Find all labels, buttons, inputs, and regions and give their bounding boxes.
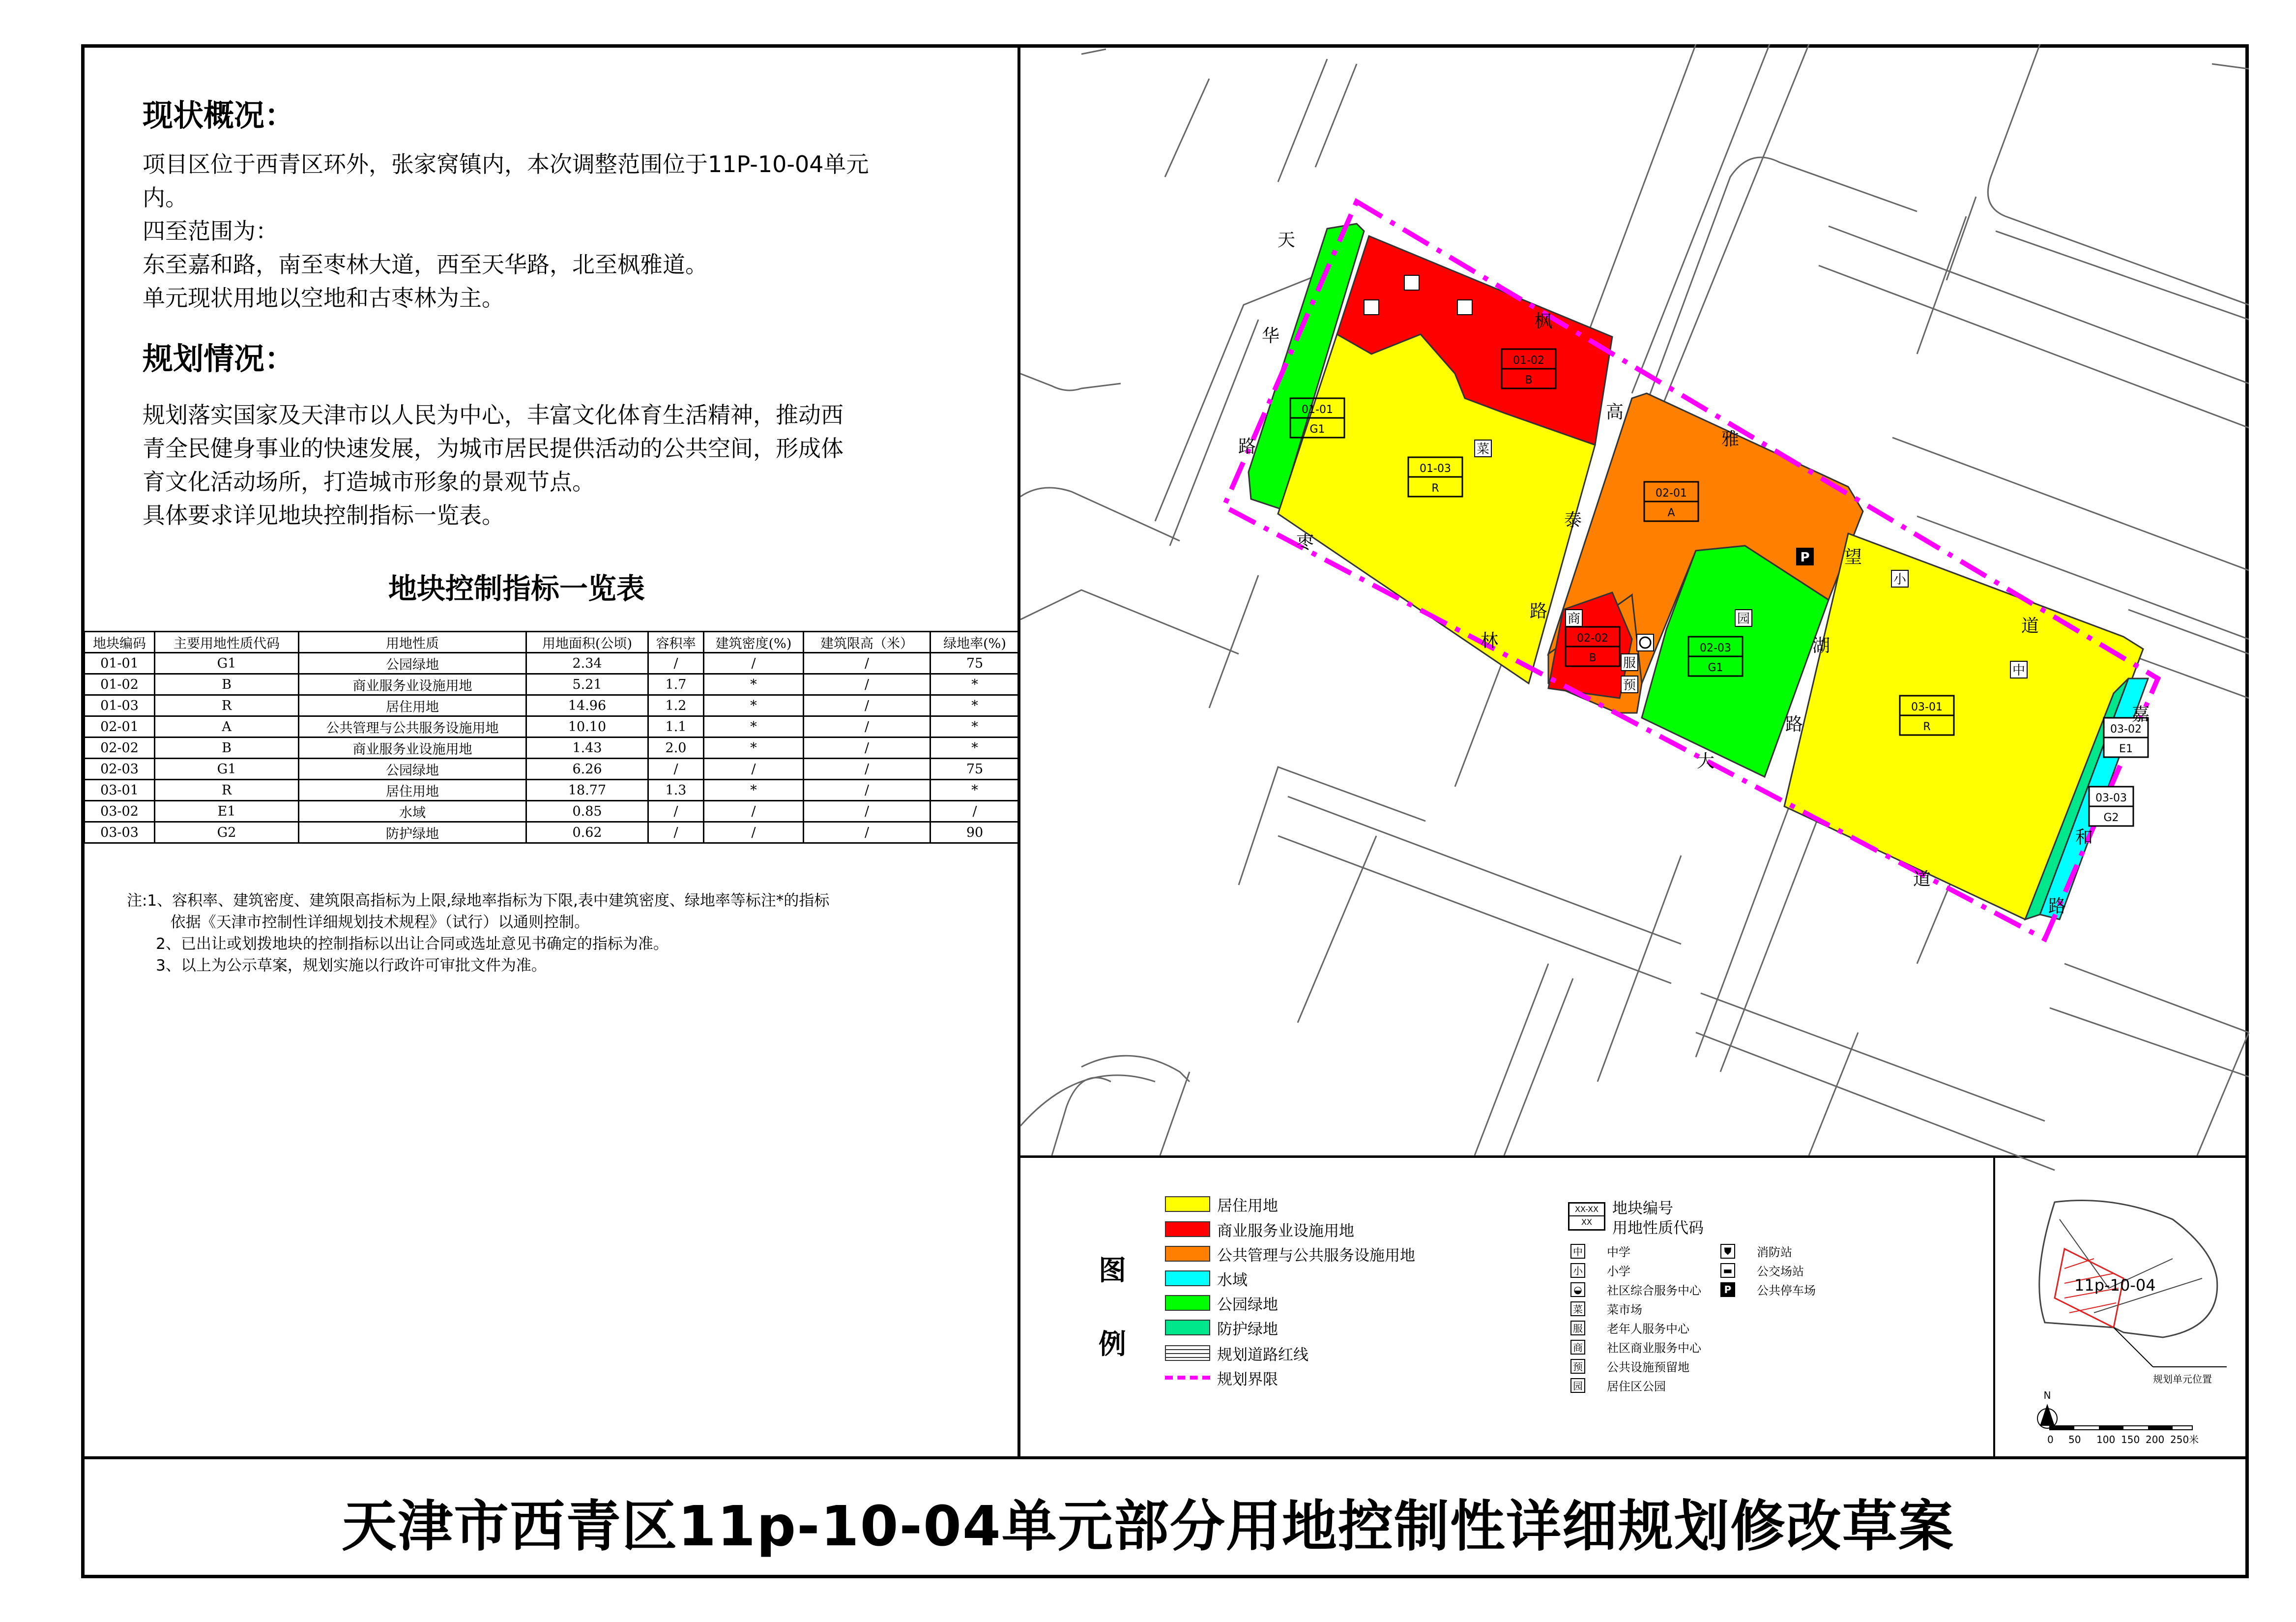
table-cell: / (804, 780, 930, 801)
table-cell: 18.77 (526, 780, 648, 801)
table-cell: 90 (930, 822, 1019, 843)
table-cell: / (804, 737, 930, 759)
elderly-glyph: 服 (1623, 656, 1636, 671)
status-line: 内。 (143, 184, 188, 211)
plan-title: 规划情况： (143, 341, 295, 377)
table-cell: * (704, 674, 804, 695)
market-icon: 菜 (1570, 1301, 1585, 1316)
drawing-title: 天津市西青区11p-10-04单元部分用地控制性详细规划修改草案 (342, 1495, 1954, 1559)
parcel-type: B (1589, 652, 1597, 664)
plan-line: 规划落实国家及天津市以人民为中心，丰富文化体育生活精神，推动西 (143, 402, 843, 428)
road-char: 枫 (1534, 311, 1553, 331)
unit-label: 11p-10-04 (2074, 1276, 2156, 1295)
park-icon: 园 (1570, 1378, 1585, 1393)
legend-item-park (1165, 1295, 1278, 1314)
table-cell: / (648, 822, 704, 843)
parking-icon (1797, 548, 1813, 565)
legend-symbol-text: 居住区公园 (1607, 1380, 1666, 1393)
elderly-center-icon (1621, 654, 1638, 671)
road-char: 望 (1844, 547, 1862, 567)
bus-station-icon (1457, 300, 1472, 315)
legend-text: 规划道路红线 (1217, 1346, 1308, 1364)
parcel-type: R (1431, 482, 1439, 495)
road-char: 嘉 (2131, 705, 2150, 725)
table-cell: B (155, 674, 299, 695)
legend-item-protective-green (1165, 1319, 1278, 1336)
shang-glyph: 商 (1567, 612, 1581, 626)
note-line: 依据《天津市控制性详细规划技术规程》（试行）以通则控制。 (127, 914, 590, 931)
legend-symbol-text: 公共停车场 (1757, 1284, 1816, 1298)
market-glyph: 菜 (1476, 442, 1490, 457)
legend-text: 公共管理与公共服务设施用地 (1217, 1246, 1415, 1265)
scale-bar (2037, 1389, 2199, 1445)
table-cell: G1 (155, 653, 299, 674)
table-cell: * (930, 737, 1019, 759)
table-cell: * (704, 716, 804, 737)
table-cell: 0.62 (526, 822, 648, 843)
bus-station-icon: ▬ (1720, 1263, 1735, 1278)
table-cell: 商业服务业设施用地 (299, 674, 526, 695)
table-cell: / (704, 653, 804, 674)
table-cell: / (804, 822, 930, 843)
table-cell: R (155, 695, 299, 716)
parcel-code: 02-01 (1656, 487, 1687, 500)
primary-school-icon (1891, 570, 1908, 587)
table-cell: / (704, 759, 804, 780)
code-box-legend (1568, 1202, 1605, 1231)
table-cell: G2 (155, 822, 299, 843)
table-cell: / (804, 759, 930, 780)
table-cell: 10.10 (526, 716, 648, 737)
table-title: 地块控制指标一览表 (388, 572, 645, 605)
scale-tick: 0 (2047, 1434, 2054, 1445)
legend-symbol-text: 公共设施预留地 (1607, 1360, 1689, 1374)
road-char: 路 (2048, 896, 2066, 916)
table-header: 建筑限高（米） (804, 632, 930, 653)
legend-symbol-text: 菜市场 (1607, 1303, 1642, 1317)
legend-swatch (1165, 1246, 1210, 1262)
road-char: 湖 (1812, 636, 1831, 656)
legend-symbol-text: 小学 (1607, 1265, 1630, 1278)
table-cell: 公共管理与公共服务设施用地 (299, 716, 526, 737)
table-header: 地块编码 (85, 632, 155, 653)
middle-school-icon (2010, 661, 2027, 678)
parcel-code: 01-01 (1302, 404, 1333, 416)
scale-tick: 200 (2146, 1434, 2165, 1445)
parcel-type: G2 (2103, 812, 2119, 824)
table-cell: 1.3 (648, 780, 704, 801)
north-label: N (2043, 1389, 2051, 1401)
north-arrow-icon (2040, 1404, 2055, 1426)
legend-symbol-text: 公交场站 (1757, 1265, 1804, 1278)
legend-symbol (1570, 1319, 1689, 1336)
middle-school-icon: 中 (1570, 1244, 1585, 1259)
table-header: 用地面积(公顷) (526, 632, 648, 653)
table-cell: 03-02 (85, 801, 155, 822)
note-line: 注:1、容积率、建筑密度、建筑限高指标为上限,绿地率指标为下限,表中建筑密度、绿地率等标注*的指标 (127, 892, 830, 910)
table-cell: 居住用地 (299, 780, 526, 801)
parcel-03-01 (1784, 533, 2143, 919)
status-line: 四至范围为： (143, 218, 278, 244)
primary-school-glyph: 小 (1893, 572, 1907, 587)
road-char: 华 (1261, 326, 1280, 346)
road-char: 林 (1480, 631, 1499, 651)
legend-text: 防护绿地 (1217, 1320, 1278, 1338)
reserve-glyph: 预 (1623, 678, 1636, 693)
parcel-code: 03-03 (2095, 792, 2127, 804)
legend-symbol (1570, 1300, 1642, 1317)
table-cell: 2.0 (648, 737, 704, 759)
fire-station-icon (1404, 275, 1419, 290)
table-cell: 01-03 (85, 695, 155, 716)
legend-label-top: 图 (1099, 1255, 1126, 1287)
road-char: 大 (1696, 751, 1715, 771)
table-cell: 02-01 (85, 716, 155, 737)
legend-swatch (1165, 1376, 1210, 1380)
legend-item-boundary (1165, 1369, 1278, 1386)
table-cell: 01-01 (85, 653, 155, 674)
community-service-icon (1637, 634, 1654, 651)
commercial-center-icon: 商 (1570, 1340, 1585, 1355)
code-box-bottom: XX (1581, 1217, 1592, 1227)
legend-symbol (1720, 1242, 1792, 1260)
code-box-top: XX-XX (1569, 1204, 1604, 1216)
park-icon (1735, 610, 1752, 626)
scale-tick: 250米 (2170, 1434, 2199, 1445)
table-cell: 02-02 (85, 737, 155, 759)
legend-symbol-text: 社区综合服务中心 (1607, 1284, 1701, 1298)
road-char: 道 (2021, 616, 2039, 636)
table-cell: 75 (930, 759, 1019, 780)
status-line: 东至嘉和路，南至枣林大道，西至天华路，北至枫雅道。 (143, 251, 708, 278)
legend-symbol (1570, 1242, 1630, 1260)
table-cell: 14.96 (526, 695, 648, 716)
table-cell: A (155, 716, 299, 737)
table-header: 建筑密度(%) (704, 632, 804, 653)
legend-label-bottom: 例 (1099, 1328, 1126, 1360)
table-cell: R (155, 780, 299, 801)
legend-text: 公园绿地 (1217, 1296, 1278, 1314)
table-cell: / (704, 801, 804, 822)
middle-school-glyph: 中 (2012, 663, 2026, 678)
legend-text: 居住用地 (1217, 1197, 1278, 1215)
parcel-code: 01-03 (1420, 463, 1451, 475)
parking-glyph: P (1800, 550, 1810, 565)
parcel-code: 02-02 (1577, 632, 1608, 645)
elderly-center-icon: 服 (1570, 1321, 1585, 1335)
table-cell: / (804, 653, 930, 674)
legend-symbol (1570, 1338, 1701, 1356)
table-cell: * (704, 780, 804, 801)
legend-swatch (1165, 1270, 1210, 1286)
legend-text: 商业服务业设施用地 (1217, 1222, 1354, 1240)
plan-line: 青全民健身事业的快速发展，为城市居民提供活动的公共空间，形成体 (143, 435, 843, 462)
parcel-code: 03-02 (2110, 723, 2142, 736)
legend-swatch (1165, 1196, 1210, 1212)
road-char: 路 (1238, 437, 1256, 457)
table-cell: 6.26 (526, 759, 648, 780)
legend-swatch (1165, 1295, 1210, 1311)
table-cell: * (930, 674, 1019, 695)
legend-swatch (1165, 1345, 1210, 1361)
legend-symbol (1570, 1262, 1630, 1279)
road-char: 路 (1529, 601, 1548, 621)
table-cell: 03-03 (85, 822, 155, 843)
table-cell: * (930, 780, 1019, 801)
code-box-03-03 (2089, 787, 2133, 826)
status-line: 单元现状用地以空地和古枣林为主。 (143, 285, 504, 311)
market-icon (1475, 440, 1491, 457)
table-cell: 公园绿地 (299, 759, 526, 780)
legend-symbol-text: 消防站 (1757, 1245, 1792, 1259)
road-char: 泰 (1564, 510, 1582, 531)
shang-icon (1566, 610, 1582, 626)
parcel-type: R (1923, 721, 1931, 733)
legend-item-water (1165, 1270, 1248, 1287)
inset-caption: 规划单元位置 (2153, 1373, 2212, 1385)
table-cell: E1 (155, 801, 299, 822)
table-cell: 1.43 (526, 737, 648, 759)
parking-icon: P (1720, 1282, 1735, 1297)
reserve-icon: 预 (1570, 1359, 1585, 1374)
parcel-code: 02-03 (1700, 642, 1731, 654)
table-cell: * (930, 695, 1019, 716)
road-char: 枣 (1296, 532, 1314, 553)
table-cell: 01-02 (85, 674, 155, 695)
table-header: 容积率 (648, 632, 704, 653)
road-char: 雅 (1721, 429, 1740, 449)
legend-symbol (1570, 1377, 1666, 1394)
legend-symbol (1720, 1262, 1804, 1279)
table-cell: 0.85 (526, 801, 648, 822)
legend-swatch (1165, 1221, 1210, 1237)
legend-symbol (1570, 1281, 1701, 1298)
code-box-label-1: 地块编号 (1612, 1200, 1673, 1217)
legend-symbol-text: 社区商业服务中心 (1607, 1341, 1701, 1355)
table-header: 用地性质 (299, 632, 526, 653)
table-cell: / (804, 801, 930, 822)
table-cell: 水域 (299, 801, 526, 822)
legend-item-road-line (1165, 1345, 1308, 1364)
table-cell: 5.21 (526, 674, 648, 695)
legend-text: 规划界限 (1217, 1370, 1278, 1388)
table-cell: / (804, 674, 930, 695)
table-cell: / (804, 716, 930, 737)
table-cell: * (704, 737, 804, 759)
road-char: 高 (1605, 402, 1624, 422)
note-line: 3、以上为公示草案，规划实施以行政许可审批文件为准。 (127, 957, 547, 974)
table-cell: 75 (930, 653, 1019, 674)
status-line: 项目区位于西青区环外，张家窝镇内，本次调整范围位于11P-10-04单元 (143, 151, 869, 177)
table-cell: 02-03 (85, 759, 155, 780)
note-line: 2、已出让或划拨地块的控制指标以出让合同或选址意见书确定的指标为准。 (127, 935, 668, 953)
table-cell: 居住用地 (299, 695, 526, 716)
table-cell: G1 (155, 759, 299, 780)
table-cell: 防护绿地 (299, 822, 526, 843)
table-cell: / (804, 695, 930, 716)
legend-symbol (1720, 1281, 1816, 1298)
legend-swatch (1165, 1320, 1210, 1335)
scale-tick: 50 (2068, 1434, 2081, 1445)
road-char: 天 (1277, 230, 1296, 250)
road-char: 道 (1913, 869, 1931, 889)
community-service-icon: ◒ (1570, 1282, 1585, 1297)
table-cell: * (704, 695, 804, 716)
legend-text: 水域 (1217, 1271, 1248, 1289)
status-title: 现状概况： (143, 97, 295, 133)
parcel-type: E1 (2119, 743, 2133, 755)
plan-line: 育文化活动场所，打造城市形象的景观节点。 (143, 469, 595, 495)
parcel-type: G1 (1708, 662, 1723, 674)
table-cell: / (704, 822, 804, 843)
location-inset (2039, 1201, 2227, 1385)
table-header: 主要用地性质代码 (155, 632, 299, 653)
parcel-code: 03-01 (1911, 701, 1943, 713)
table-cell: 1.1 (648, 716, 704, 737)
parcel-type: G1 (1309, 423, 1325, 436)
table-header: 绿地率(%) (930, 632, 1019, 653)
table-cell: / (648, 801, 704, 822)
legend-symbol-text: 中学 (1607, 1245, 1630, 1259)
table-cell: 1.7 (648, 674, 704, 695)
parcel-type: A (1667, 507, 1675, 519)
table-cell: 03-01 (85, 780, 155, 801)
code-box-label-2: 用地性质代码 (1612, 1219, 1704, 1237)
legend-symbol (1570, 1357, 1689, 1375)
park-glyph: 园 (1737, 612, 1750, 626)
road-char: 和 (2075, 827, 2093, 848)
parcel-type: B (1525, 374, 1533, 386)
table-cell: / (648, 759, 704, 780)
legend-item-commercial (1165, 1221, 1354, 1238)
road-char: 路 (1785, 714, 1803, 735)
scale-tick: 150 (2121, 1434, 2140, 1445)
plan-line: 具体要求详见地块控制指标一览表。 (143, 502, 504, 529)
table-cell: 1.2 (648, 695, 704, 716)
table-cell: / (648, 653, 704, 674)
parcel-code: 01-02 (1513, 354, 1544, 367)
table-cell: * (930, 716, 1019, 737)
table-cell: 2.34 (526, 653, 648, 674)
legend-item-residential (1165, 1196, 1278, 1215)
scale-tick: 100 (2096, 1434, 2116, 1445)
primary-school-icon: 小 (1570, 1263, 1585, 1278)
legend-symbol-text: 老年人服务中心 (1607, 1322, 1689, 1336)
legend-item-public (1165, 1245, 1415, 1265)
fire-station-icon: ⛊ (1720, 1244, 1735, 1259)
table-cell: 商业服务业设施用地 (299, 737, 526, 759)
table-cell: / (930, 801, 1019, 822)
table-cell: B (155, 737, 299, 759)
commercial-center-icon (1364, 300, 1379, 315)
reserve-icon (1621, 676, 1638, 693)
table-cell: 公园绿地 (299, 653, 526, 674)
